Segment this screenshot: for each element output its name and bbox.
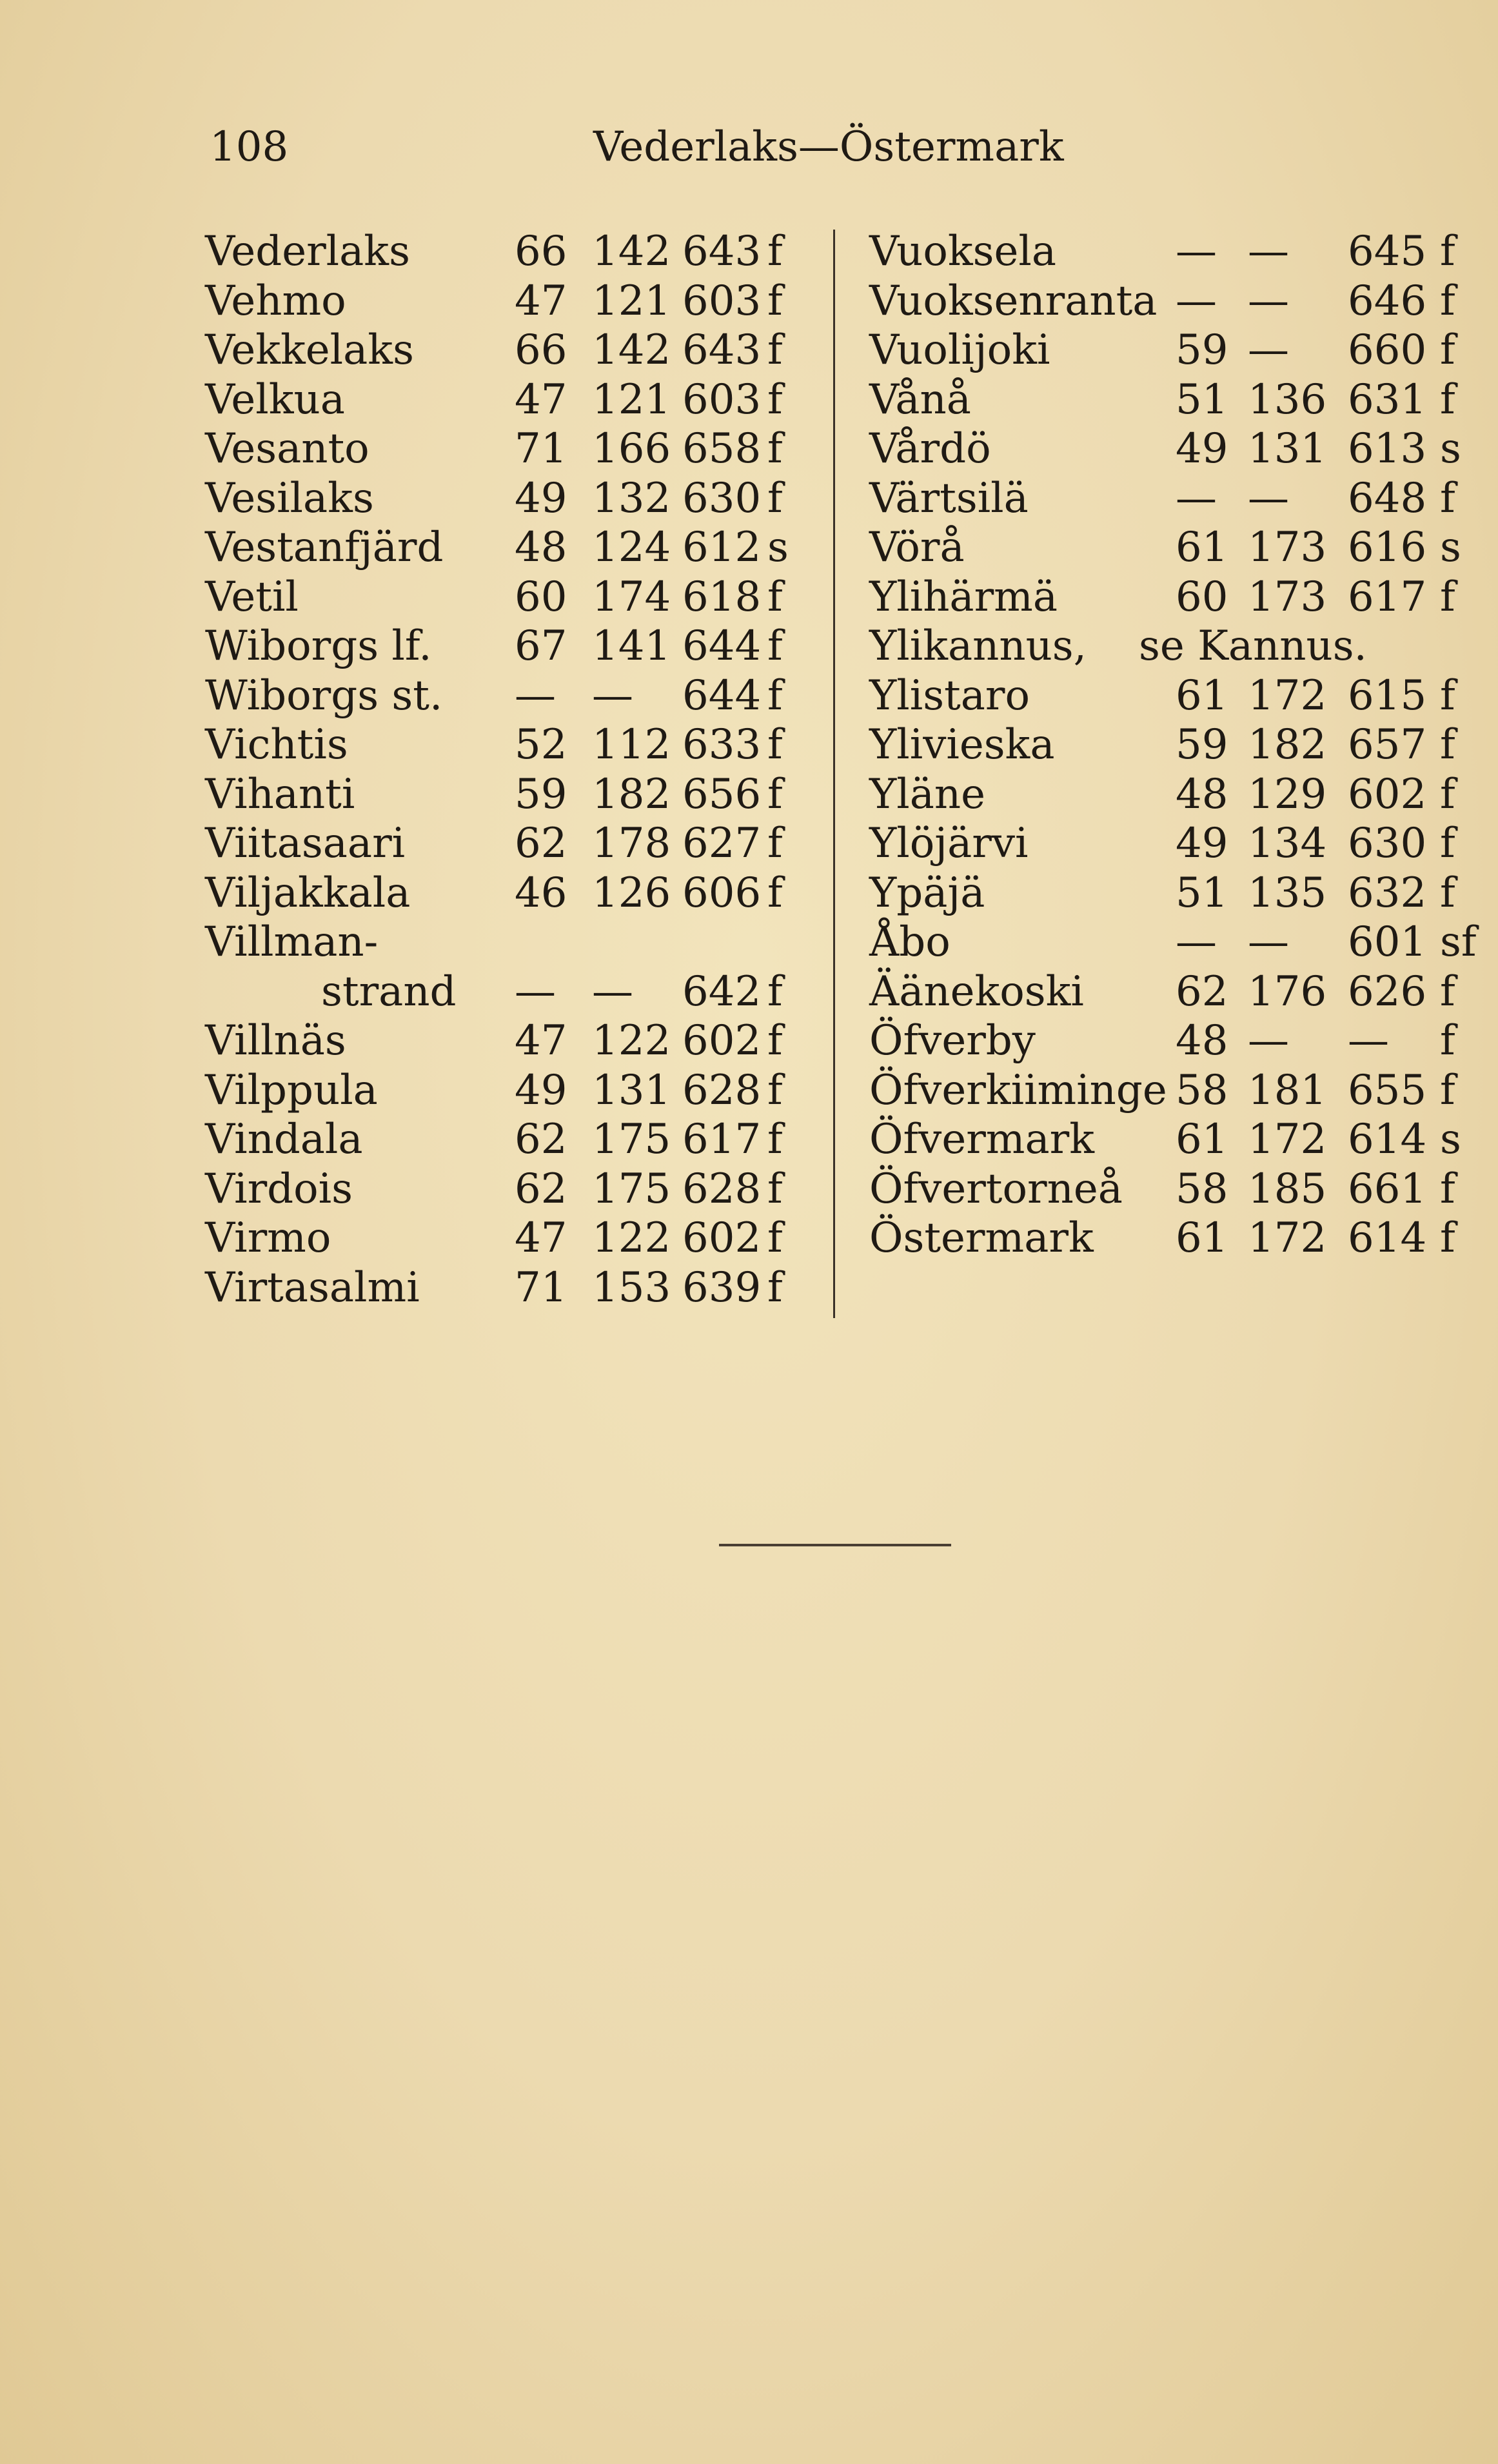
value-c: 628 bbox=[682, 1066, 762, 1114]
place-name: Ylikannus, bbox=[869, 622, 1087, 670]
value-b: 178 bbox=[592, 820, 671, 867]
place-name: Vuolijoki bbox=[869, 326, 1050, 374]
value-a: 51 bbox=[1176, 869, 1228, 917]
value-a: 62 bbox=[515, 820, 567, 867]
classification: f bbox=[767, 425, 783, 473]
value-a: 62 bbox=[515, 1165, 567, 1213]
classification: f bbox=[767, 671, 783, 720]
classification: f bbox=[767, 277, 783, 325]
value-c: 646 bbox=[1348, 277, 1427, 325]
value-b: 176 bbox=[1248, 967, 1327, 1016]
classification: f bbox=[767, 1017, 783, 1065]
value-b: 129 bbox=[1248, 770, 1327, 818]
classification: f bbox=[1440, 474, 1455, 522]
place-name: Viitasaari bbox=[205, 820, 406, 867]
value-c: 643 bbox=[682, 326, 762, 374]
value-b: — bbox=[1248, 228, 1289, 275]
value-c: 618 bbox=[682, 573, 762, 621]
value-a: 49 bbox=[515, 1066, 567, 1114]
value-a: 48 bbox=[1176, 1017, 1228, 1065]
place-name: Östermark bbox=[869, 1214, 1094, 1262]
place-name: Vörå bbox=[869, 524, 965, 571]
value-a: — bbox=[515, 967, 556, 1016]
classification: f bbox=[1440, 326, 1455, 374]
classification: f bbox=[767, 573, 783, 621]
value-b: — bbox=[1248, 474, 1289, 522]
classification: f bbox=[767, 622, 783, 670]
value-c: 642 bbox=[682, 967, 762, 1016]
value-a: 71 bbox=[515, 425, 567, 473]
classification: f bbox=[1440, 671, 1455, 720]
place-name: Virdois bbox=[205, 1165, 353, 1213]
value-c: 644 bbox=[682, 671, 762, 720]
place-name: strand bbox=[321, 967, 457, 1016]
value-a: 60 bbox=[1176, 573, 1228, 621]
place-name: Åbo bbox=[869, 918, 951, 966]
classification: f bbox=[767, 375, 783, 424]
value-a: 62 bbox=[515, 1116, 567, 1163]
value-c: 606 bbox=[682, 869, 762, 917]
value-c: 616 bbox=[1348, 524, 1427, 571]
classification: f bbox=[767, 474, 783, 522]
classification: f bbox=[767, 228, 783, 275]
value-a: 48 bbox=[1176, 770, 1228, 818]
value-a: 61 bbox=[1176, 1214, 1228, 1262]
value-c: 617 bbox=[1348, 573, 1427, 621]
place-name: Ypäjä bbox=[869, 869, 985, 917]
value-a: 52 bbox=[515, 721, 567, 769]
value-c: 603 bbox=[682, 375, 762, 424]
value-c: 644 bbox=[682, 622, 762, 670]
place-name: Wiborgs lf. bbox=[205, 622, 432, 670]
value-b: — bbox=[1248, 277, 1289, 325]
value-c: 643 bbox=[682, 228, 762, 275]
value-c: 661 bbox=[1348, 1165, 1427, 1213]
value-c: 628 bbox=[682, 1165, 762, 1213]
value-a: — bbox=[1176, 277, 1217, 325]
value-c: 630 bbox=[682, 474, 762, 522]
page-title: Vederlaks—Östermark bbox=[593, 123, 1064, 171]
value-b: 181 bbox=[1248, 1066, 1327, 1114]
classification: f bbox=[767, 1263, 783, 1312]
value-c: 631 bbox=[1348, 375, 1427, 424]
value-c: 648 bbox=[1348, 474, 1427, 522]
value-c: 632 bbox=[1348, 869, 1427, 917]
place-name: Öfvertorneå bbox=[869, 1165, 1123, 1213]
value-b: 121 bbox=[592, 375, 671, 424]
classification: s bbox=[767, 524, 789, 571]
classification: f bbox=[1440, 228, 1455, 275]
place-name: Velkua bbox=[205, 375, 345, 424]
value-b: 174 bbox=[592, 573, 671, 621]
place-name: Ylöjärvi bbox=[869, 820, 1029, 867]
classification: f bbox=[767, 1116, 783, 1163]
value-a: 49 bbox=[515, 474, 567, 522]
classification: f bbox=[1440, 1165, 1455, 1213]
value-b: 132 bbox=[592, 474, 671, 522]
value-b: 182 bbox=[592, 770, 671, 818]
classification: f bbox=[767, 967, 783, 1016]
value-b: — bbox=[592, 967, 633, 1016]
value-a: 51 bbox=[1176, 375, 1228, 424]
place-name: Vånå bbox=[869, 375, 971, 424]
classification: sf bbox=[1440, 918, 1477, 966]
classification: f bbox=[767, 721, 783, 769]
classification: f bbox=[1440, 573, 1455, 621]
classification: f bbox=[1440, 967, 1455, 1016]
value-c: — bbox=[1348, 1017, 1389, 1065]
value-a: 58 bbox=[1176, 1165, 1228, 1213]
value-c: 614 bbox=[1348, 1116, 1427, 1163]
value-b: 122 bbox=[592, 1017, 671, 1065]
place-name: Öfverkiiminge bbox=[869, 1066, 1167, 1114]
classification: f bbox=[1440, 1066, 1455, 1114]
value-c: 603 bbox=[682, 277, 762, 325]
place-name: Virtasalmi bbox=[205, 1263, 420, 1312]
place-name: Öfverby bbox=[869, 1017, 1036, 1065]
value-b: 141 bbox=[592, 622, 671, 670]
value-b: 173 bbox=[1248, 524, 1327, 571]
value-b: — bbox=[1248, 918, 1289, 966]
value-c: 626 bbox=[1348, 967, 1427, 1016]
place-name: Vichtis bbox=[205, 721, 348, 769]
value-c: 645 bbox=[1348, 228, 1427, 275]
place-name: Vekkelaks bbox=[205, 326, 414, 374]
value-b: 131 bbox=[1248, 425, 1327, 473]
place-name: Ylistaro bbox=[869, 671, 1030, 720]
value-a: 46 bbox=[515, 869, 567, 917]
value-c: 602 bbox=[682, 1017, 762, 1065]
value-b: — bbox=[592, 671, 633, 720]
value-b: 134 bbox=[1248, 820, 1327, 867]
value-a: 66 bbox=[515, 326, 567, 374]
value-c: 627 bbox=[682, 820, 762, 867]
value-c: 602 bbox=[682, 1214, 762, 1262]
place-name: Ylivieska bbox=[869, 721, 1055, 769]
value-c: 613 bbox=[1348, 425, 1427, 473]
classification: f bbox=[1440, 277, 1455, 325]
place-name: Vårdö bbox=[869, 425, 991, 473]
value-b: 121 bbox=[592, 277, 671, 325]
value-c: 617 bbox=[682, 1116, 762, 1163]
value-b: 126 bbox=[592, 869, 671, 917]
place-name: Viljakkala bbox=[205, 869, 411, 917]
classification: f bbox=[767, 770, 783, 818]
classification: f bbox=[1440, 1017, 1455, 1065]
place-name: Vindala bbox=[205, 1116, 363, 1163]
value-a: 47 bbox=[515, 375, 567, 424]
classification: f bbox=[767, 1165, 783, 1213]
value-a: — bbox=[515, 671, 556, 720]
value-c: 615 bbox=[1348, 671, 1427, 720]
value-a: 61 bbox=[1176, 1116, 1228, 1163]
classification: f bbox=[1440, 721, 1455, 769]
classification: f bbox=[1440, 869, 1455, 917]
classification: f bbox=[1440, 820, 1455, 867]
place-name: Vesanto bbox=[205, 425, 370, 473]
value-a: 47 bbox=[515, 1214, 567, 1262]
value-a: 61 bbox=[1176, 671, 1228, 720]
classification: f bbox=[767, 820, 783, 867]
place-name: Vilppula bbox=[205, 1066, 378, 1114]
place-name: Ylihärmä bbox=[869, 573, 1058, 621]
classification: f bbox=[1440, 1214, 1455, 1262]
place-name: Villman- bbox=[205, 918, 379, 966]
value-b: 172 bbox=[1248, 671, 1327, 720]
classification: f bbox=[767, 1214, 783, 1262]
value-a: 49 bbox=[1176, 425, 1228, 473]
classification: s bbox=[1440, 524, 1461, 571]
value-c: 614 bbox=[1348, 1214, 1427, 1262]
column-divider bbox=[833, 230, 835, 1318]
value-a: 59 bbox=[515, 770, 567, 818]
place-name: Vuoksela bbox=[869, 228, 1056, 275]
value-a: 48 bbox=[515, 524, 567, 571]
value-b: 136 bbox=[1248, 375, 1327, 424]
value-b: 172 bbox=[1248, 1116, 1327, 1163]
place-name: Vederlaks bbox=[205, 228, 410, 275]
value-a: — bbox=[1176, 474, 1217, 522]
value-a: 49 bbox=[1176, 820, 1228, 867]
value-c: 657 bbox=[1348, 721, 1427, 769]
place-name: Värtsilä bbox=[869, 474, 1029, 522]
value-b: — bbox=[1248, 1017, 1289, 1065]
place-name: Vestanfjärd bbox=[205, 524, 444, 571]
value-b: 175 bbox=[592, 1165, 671, 1213]
classification: s bbox=[1440, 425, 1461, 473]
place-name: Vihanti bbox=[205, 770, 355, 818]
value-a: — bbox=[1176, 228, 1217, 275]
value-c: 612 bbox=[682, 524, 762, 571]
value-b: 185 bbox=[1248, 1165, 1327, 1213]
place-name: Villnäs bbox=[205, 1017, 346, 1065]
value-b: 172 bbox=[1248, 1214, 1327, 1262]
place-name: Vetil bbox=[205, 573, 299, 621]
value-a: 66 bbox=[515, 228, 567, 275]
value-b: 173 bbox=[1248, 573, 1327, 621]
classification: f bbox=[767, 869, 783, 917]
place-name: Öfvermark bbox=[869, 1116, 1094, 1163]
value-c: 630 bbox=[1348, 820, 1427, 867]
classification: s bbox=[1440, 1116, 1461, 1163]
value-b: 131 bbox=[592, 1066, 671, 1114]
place-name: Vehmo bbox=[205, 277, 346, 325]
value-a: 71 bbox=[515, 1263, 567, 1312]
value-b: 142 bbox=[592, 326, 671, 374]
value-a: — bbox=[1176, 918, 1217, 966]
value-c: 639 bbox=[682, 1263, 762, 1312]
value-c: 601 bbox=[1348, 918, 1427, 966]
page-number: 108 bbox=[210, 123, 289, 171]
value-a: 59 bbox=[1176, 326, 1228, 374]
value-b: 112 bbox=[592, 721, 671, 769]
value-b: 124 bbox=[592, 524, 671, 571]
cross-reference-note: se Kannus. bbox=[1139, 622, 1367, 670]
place-name: Wiborgs st. bbox=[205, 671, 443, 720]
value-a: 59 bbox=[1176, 721, 1228, 769]
value-b: 142 bbox=[592, 228, 671, 275]
classification: f bbox=[767, 1066, 783, 1114]
value-b: 135 bbox=[1248, 869, 1327, 917]
value-b: 182 bbox=[1248, 721, 1327, 769]
value-c: 655 bbox=[1348, 1066, 1427, 1114]
place-name: Vuoksenranta bbox=[869, 277, 1158, 325]
value-a: 47 bbox=[515, 1017, 567, 1065]
value-a: 61 bbox=[1176, 524, 1228, 571]
value-c: 660 bbox=[1348, 326, 1427, 374]
value-c: 658 bbox=[682, 425, 762, 473]
value-c: 656 bbox=[682, 770, 762, 818]
value-b: — bbox=[1248, 326, 1289, 374]
classification: f bbox=[1440, 375, 1455, 424]
value-b: 153 bbox=[592, 1263, 671, 1312]
value-a: 47 bbox=[515, 277, 567, 325]
value-c: 602 bbox=[1348, 770, 1427, 818]
value-b: 166 bbox=[592, 425, 671, 473]
classification: f bbox=[1440, 770, 1455, 818]
place-name: Yläne bbox=[869, 770, 985, 818]
classification: f bbox=[767, 326, 783, 374]
place-name: Äänekoski bbox=[869, 967, 1084, 1016]
place-name: Vesilaks bbox=[205, 474, 374, 522]
footer-rule bbox=[719, 1544, 951, 1546]
value-a: 62 bbox=[1176, 967, 1228, 1016]
value-a: 60 bbox=[515, 573, 567, 621]
value-c: 633 bbox=[682, 721, 762, 769]
place-name: Virmo bbox=[205, 1214, 331, 1262]
value-a: 67 bbox=[515, 622, 567, 670]
value-b: 122 bbox=[592, 1214, 671, 1262]
value-a: 58 bbox=[1176, 1066, 1228, 1114]
value-b: 175 bbox=[592, 1116, 671, 1163]
